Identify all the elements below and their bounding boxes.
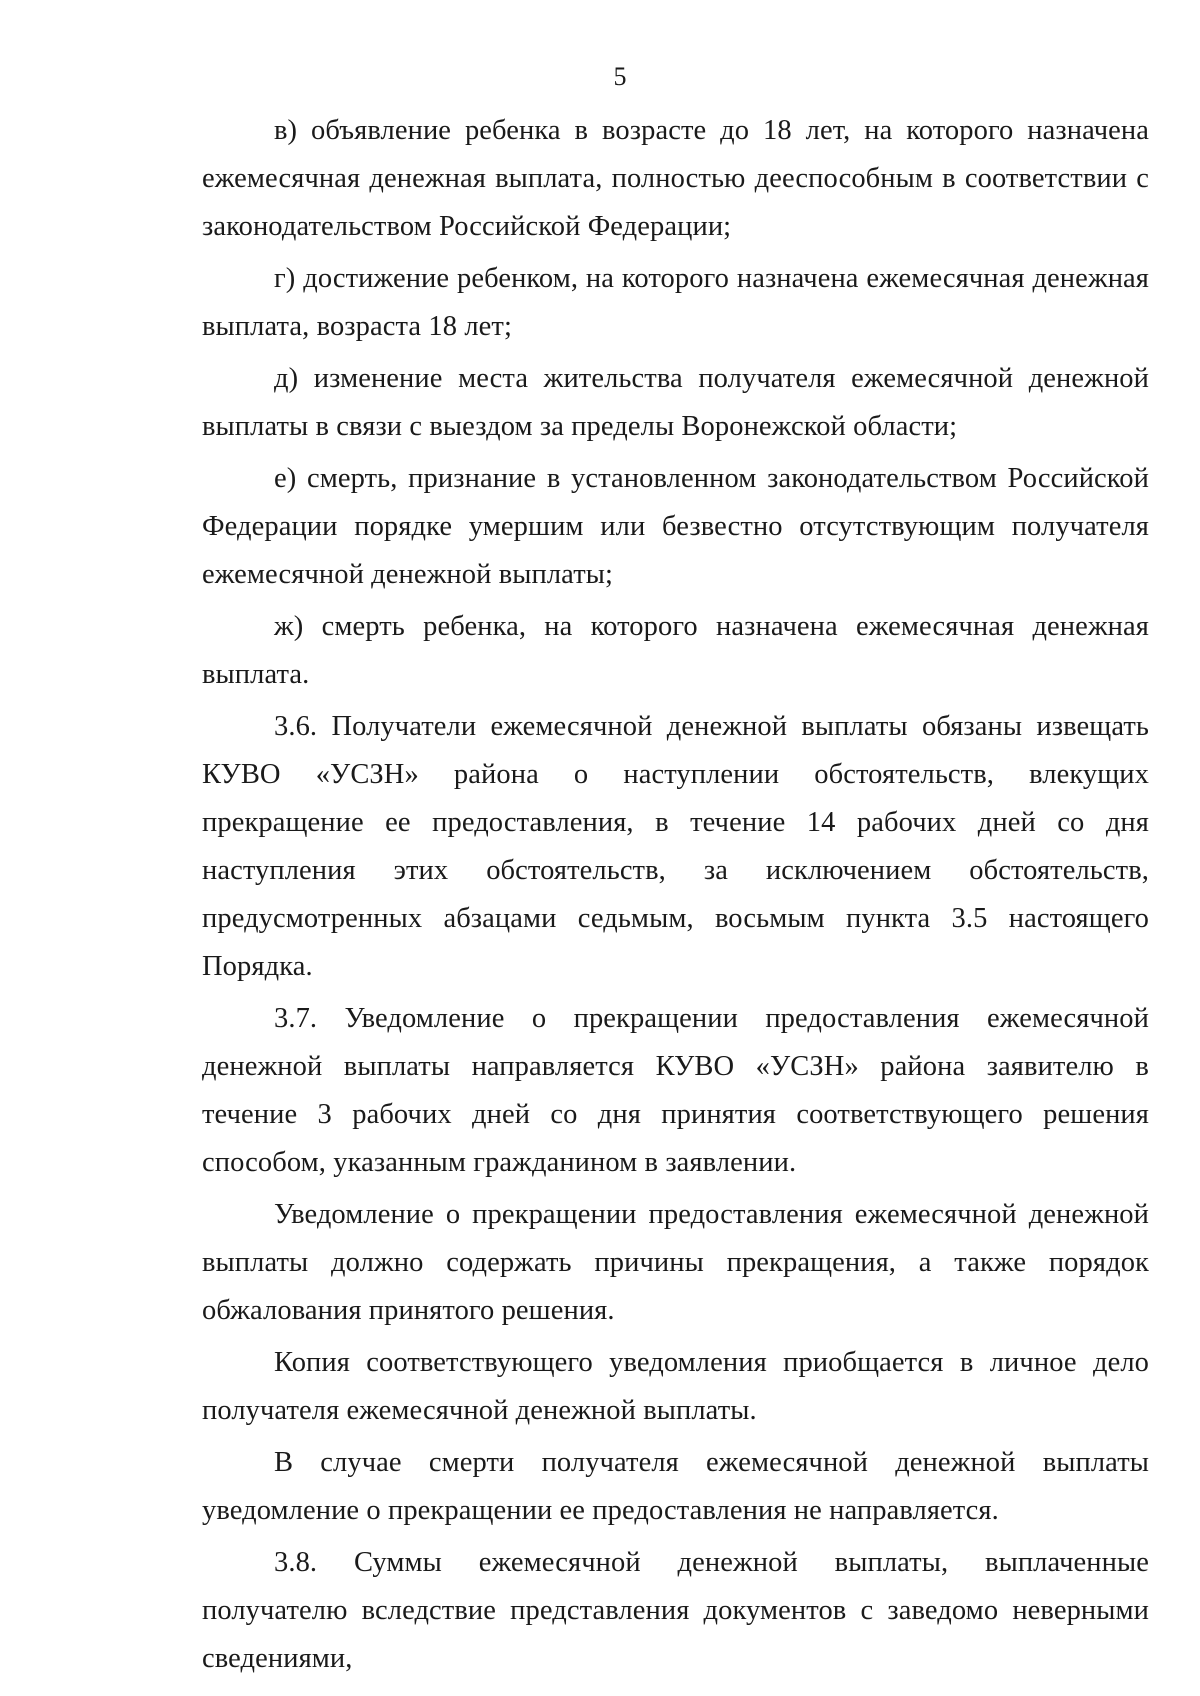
paragraph-item-v: в) объявление ребенка в возрасте до 18 лет, на которого назначена ежемесячная денежная выплата, полностью дееспособным в соответствии с законодательством Российской Федерации;: [202, 115, 1149, 242]
page-number: 5: [613, 62, 627, 91]
paragraph-clause-3-7: 3.7. Уведомление о прекращении предоставления ежемесячной денежной выплаты направляется КУВО «УСЗН» района заявителю в течение 3 рабочих дней со дня принятия соответствующего решения способом, указанным гражданином в заявлении.: [202, 1003, 1149, 1178]
paragraph-item-d: д) изменение места жительства получателя ежемесячной денежной выплаты в связи с выездом за пределы Воронежской области;: [202, 363, 1149, 442]
paragraph-item-e: е) смерть, признание в установленном законодательством Российской Федерации порядке умершим или безвестно отсутствующим получателя ежемесячной денежной выплаты;: [202, 463, 1149, 590]
paragraph-notice-content: Уведомление о прекращении предоставления ежемесячной денежной выплаты должно содержать причины прекращения, а также порядок обжалования принятого решения.: [202, 1199, 1149, 1326]
paragraph-clause-3-6: 3.6. Получатели ежемесячной денежной выплаты обязаны извещать КУВО «УСЗН» района о наступлении обстоятельств, влекущих прекращение ее предоставления, в течение 14 рабочих дней со дня наступления этих обстоятельств, за исключением обстоятельств, предусмотренных абзацами седьмым, восьмым пункта 3.5 настоящего Порядка.: [202, 711, 1149, 982]
paragraph-item-zh: ж) смерть ребенка, на которого назначена ежемесячная денежная выплата.: [202, 611, 1149, 690]
paragraph-notice-copy: Копия соответствующего уведомления приобщается в личное дело получателя ежемесячной денежной выплаты.: [202, 1347, 1149, 1426]
paragraph-item-g: г) достижение ребенком, на которого назначена ежемесячная денежная выплата, возраста 18 лет;: [202, 263, 1149, 342]
paragraph-clause-3-8: 3.8. Суммы ежемесячной денежной выплаты, выплаченные получателю вследствие представления документов с заведомо неверными сведениями,: [202, 1547, 1149, 1674]
document-body: [202, 107, 1149, 1687]
paragraph-death-case: В случае смерти получателя ежемесячной денежной выплаты уведомление о прекращении ее предоставления не направляется.: [202, 1447, 1149, 1526]
